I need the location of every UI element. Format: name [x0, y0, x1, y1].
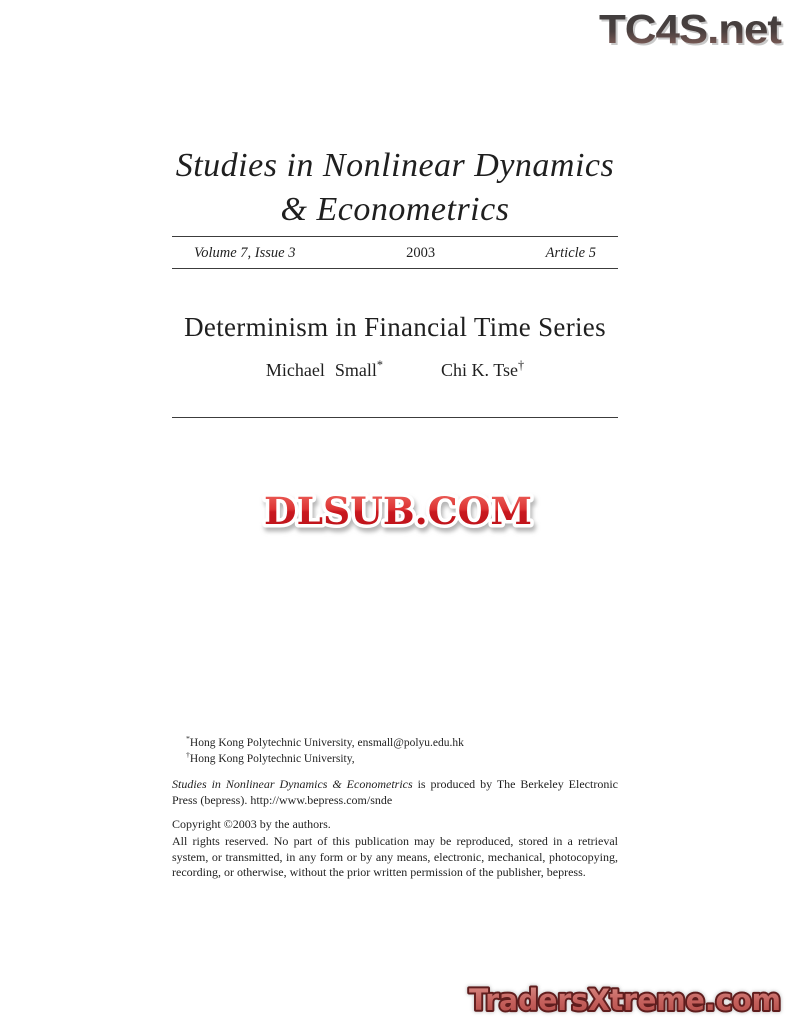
- issue-info-row: [172, 243, 618, 263]
- abstract-separator-rule: [172, 417, 618, 418]
- volume-issue-label: Volume 7, Issue 3: [194, 244, 296, 261]
- article-number-label: Article 5: [545, 244, 596, 261]
- tc4s-logo-image: [594, 3, 786, 53]
- author-2: [441, 360, 524, 380]
- author-2-footnote-marker: †: [517, 358, 525, 372]
- rights-paragraph: All rights reserved. No part of this publication may be reproduced, stored in a retrieval system, or transmitted, in any form or by any means, electronic, mechanical, photocopying, recording, or otherwise, without the prior written permission of the publisher, bepress.: [172, 834, 618, 879]
- masthead-rule-bottom: [172, 268, 618, 269]
- author-2-name: Chi K. Tse: [441, 360, 518, 380]
- year-label: 2003: [406, 244, 436, 261]
- publisher-note-rest: is produced by The Berkeley Electronic Press (bepress). http://www.bepress.com/snde: [172, 777, 618, 807]
- dlsub-logo-image: [251, 481, 545, 539]
- publisher-note-journal-name: Studies in Nonlinear Dynamics & Econometrics: [172, 777, 413, 791]
- tradersxtreme-watermark-text: TradersXtreme.com: [469, 983, 781, 1017]
- journal-title-line1: Studies in Nonlinear Dynamics: [175, 147, 615, 184]
- publisher-note: [172, 777, 618, 808]
- journal-title-line2: & Econometrics: [280, 191, 510, 228]
- footnote-1: [172, 735, 618, 751]
- footnote-1-marker: *: [186, 734, 190, 744]
- author-1-footnote-marker: *: [376, 358, 384, 372]
- watermark-tc4s-logo: [594, 3, 786, 53]
- footnote-2-marker: †: [186, 750, 190, 760]
- watermark-tradersxtreme-logo: [462, 977, 788, 1021]
- watermark-dlsub-logo: [251, 481, 545, 539]
- footnotes-block: [172, 735, 618, 767]
- tradersxtreme-logo-image: [462, 977, 788, 1021]
- article-title: Determinism in Financial Time Series: [184, 312, 606, 342]
- author-1-last-name: Small: [334, 360, 377, 380]
- dlsub-watermark-text: DLSUB.COM: [264, 489, 532, 533]
- journal-title: [172, 144, 618, 232]
- authors-line: [172, 360, 618, 381]
- copyright-line: Copyright ©2003 by the authors.: [172, 817, 331, 831]
- author-1-first-name: Michael: [265, 360, 325, 380]
- author-1: [266, 360, 383, 380]
- footnote-1-text: Hong Kong Polytechnic University, ensmall@polyu.edu.hk: [189, 737, 464, 749]
- tc4s-watermark-text: TC4S.net: [599, 6, 783, 52]
- masthead-rule-top: [172, 236, 618, 237]
- footnote-2-text: Hong Kong Polytechnic University,: [189, 753, 355, 765]
- footnote-2: [172, 751, 618, 767]
